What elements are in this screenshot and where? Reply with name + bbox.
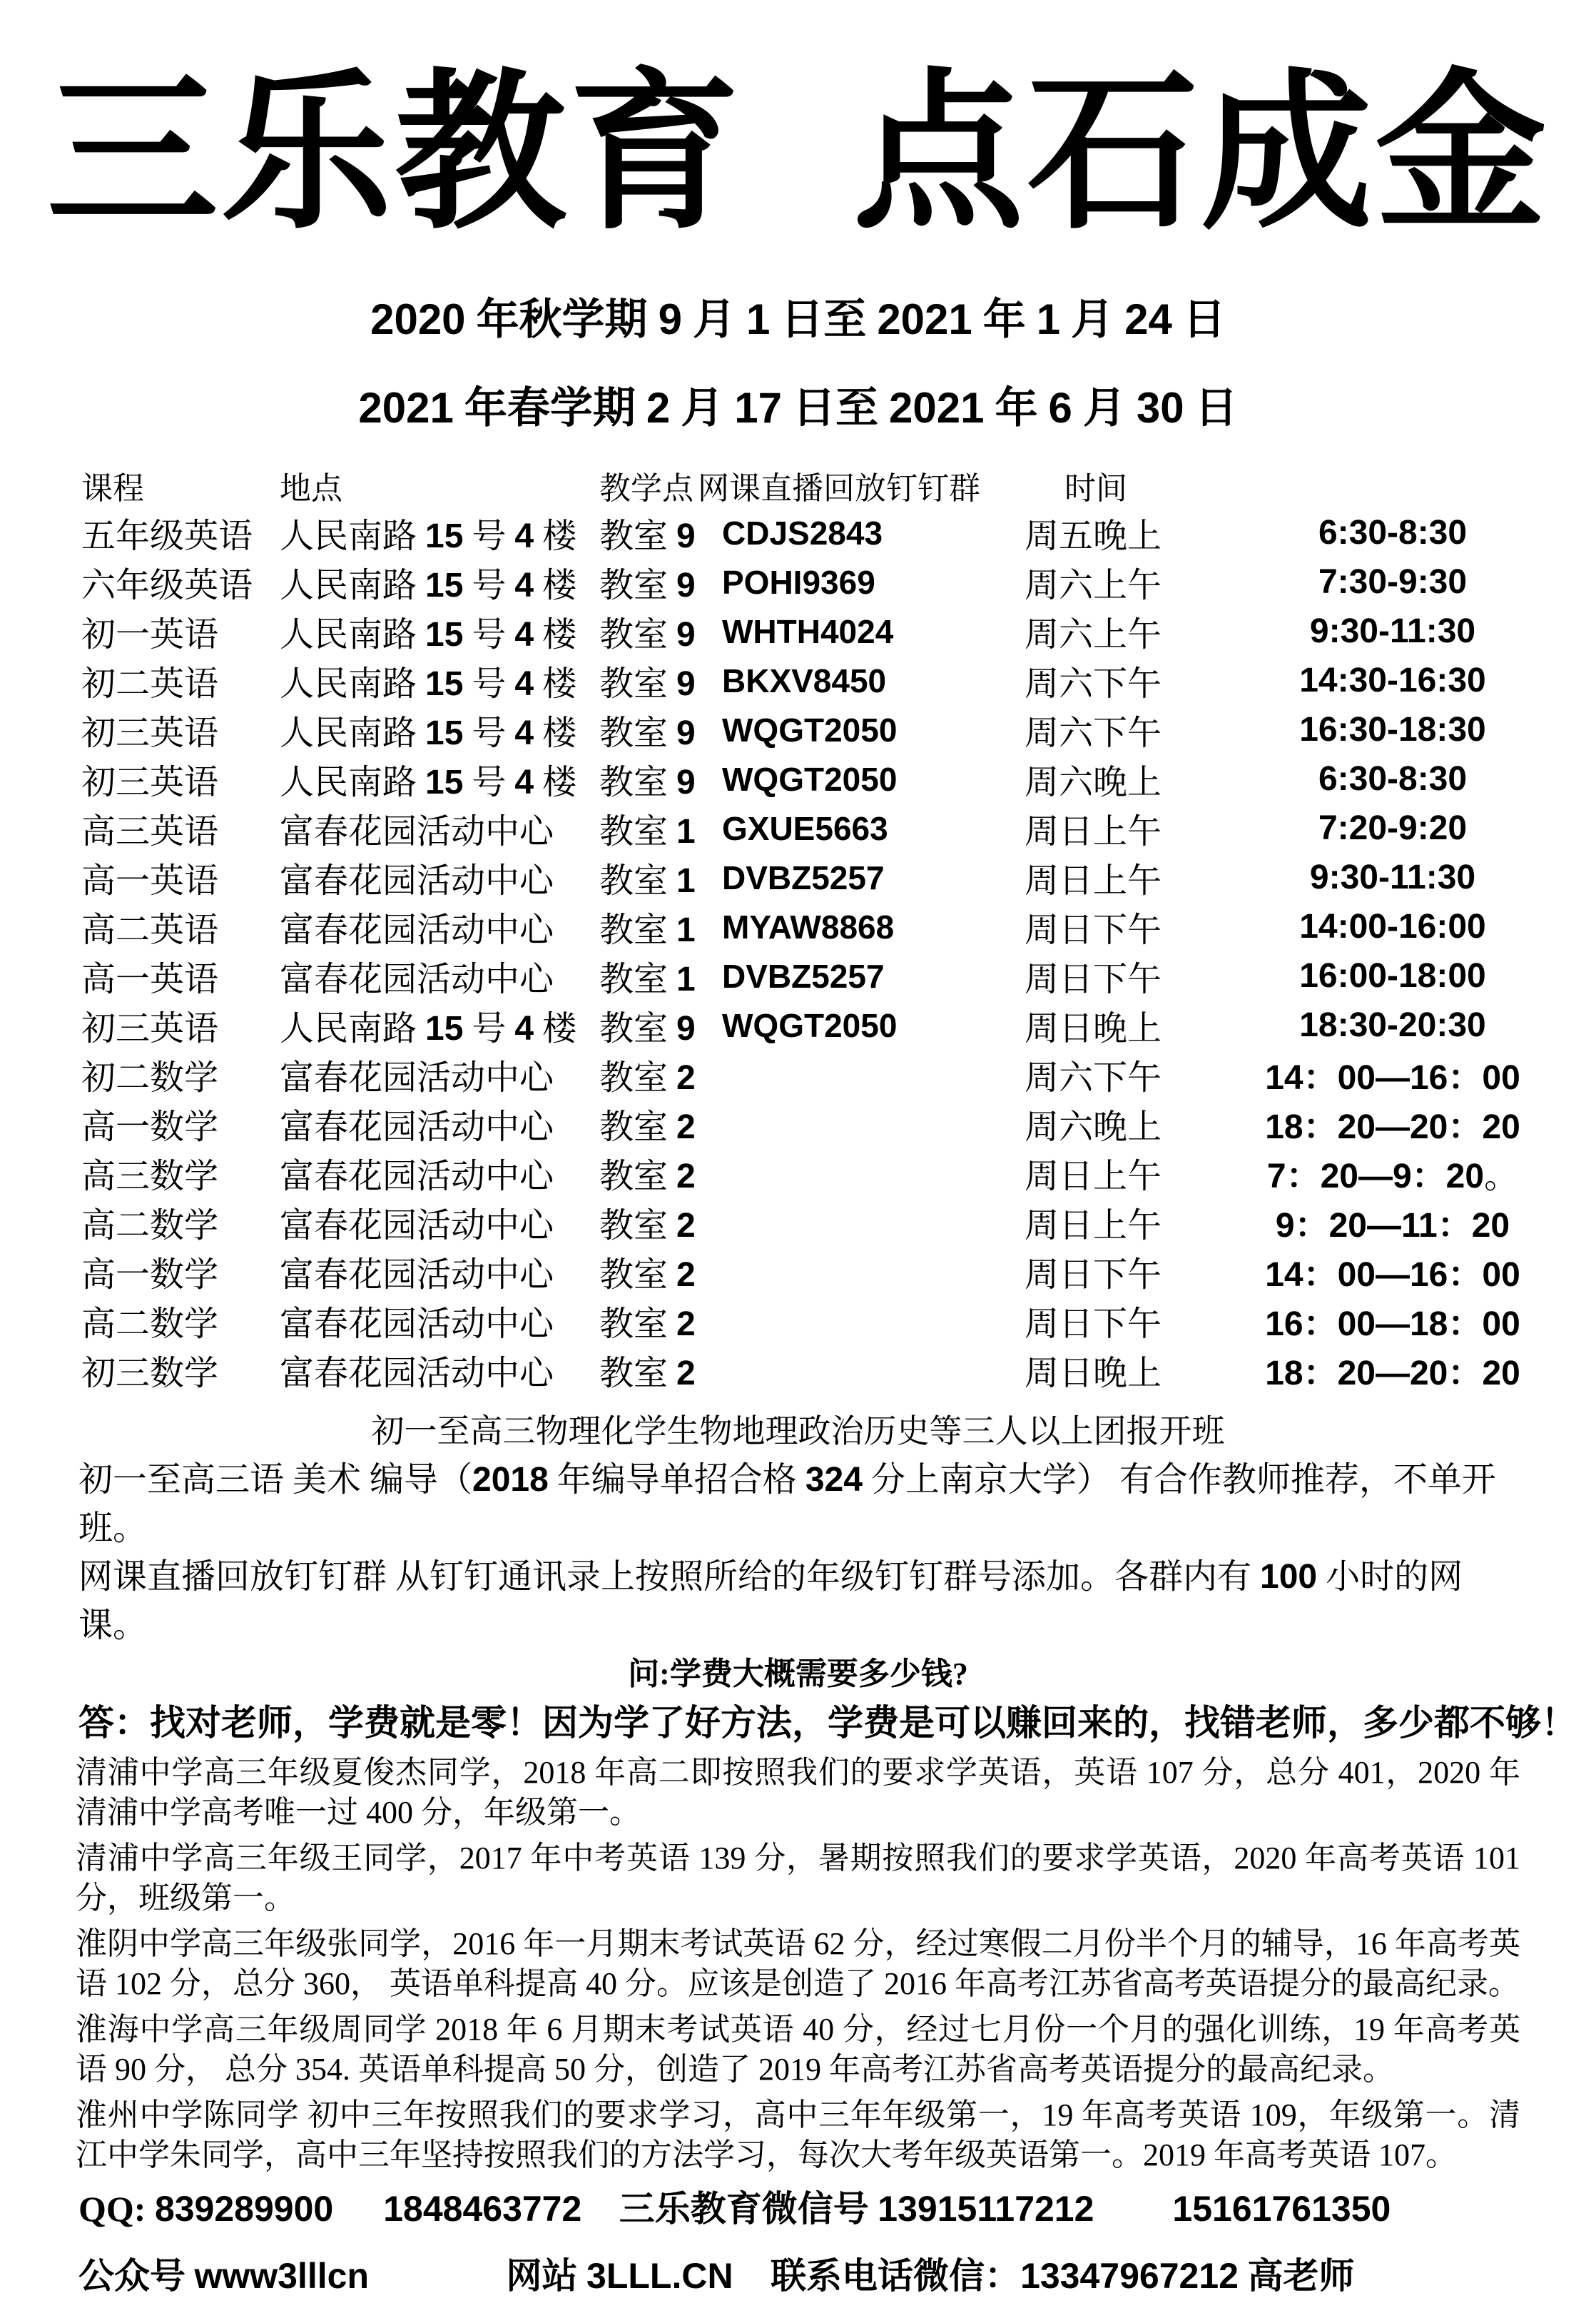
- cell-course: 高一英语: [81, 961, 219, 998]
- cell-day: 周日下午: [1025, 911, 1162, 949]
- qq-number-2: 1848463772: [383, 2189, 582, 2229]
- cell-location: 人民南路 15 号 4 楼: [280, 1010, 577, 1048]
- cell-time: 14:30-16:30: [1299, 662, 1486, 699]
- cell-location: 富春花园活动中心: [280, 1108, 554, 1146]
- cell-room: 教室 1: [599, 911, 696, 949]
- cell-time: 18:30-20:30: [1299, 1006, 1486, 1044]
- cell-room: 教室 1: [599, 961, 696, 998]
- cell-course: 初三数学: [81, 1355, 219, 1392]
- cell-code: DVBZ5257: [722, 859, 885, 896]
- schedule-row: [81, 1198, 1560, 1247]
- cell-code: WQGT2050: [722, 1006, 898, 1044]
- cell-location: 富春花园活动中心: [280, 961, 554, 998]
- cell-day: 周日晚上: [1025, 1355, 1162, 1392]
- testimonials-section: [76, 1753, 1520, 2175]
- schedule-rows: [0, 508, 1596, 1395]
- cell-day: 周六下午: [1025, 1059, 1162, 1097]
- cell-code: DVBZ5257: [722, 957, 885, 995]
- cell-day: 周日上午: [1025, 1158, 1162, 1195]
- cell-location: 富春花园活动中心: [280, 911, 554, 949]
- schedule-header-row: [81, 462, 1560, 508]
- cell-time: 14：00—16：00: [1265, 1256, 1520, 1294]
- cell-time: 18：20—20：20: [1265, 1355, 1520, 1392]
- cell-course: 高二数学: [81, 1207, 219, 1245]
- phone-wechat-value: 13347967212: [1020, 2256, 1239, 2296]
- contact-person: 高老师: [1247, 2256, 1355, 2296]
- cell-day: 周日下午: [1025, 1256, 1162, 1294]
- cell-course: 初一英语: [81, 616, 219, 654]
- schedule-row: [81, 656, 1560, 705]
- cell-room: 教室 2: [599, 1207, 696, 1245]
- cell-day: 周六上午: [1025, 616, 1162, 654]
- schedule-row: [81, 804, 1560, 853]
- fall-semester-dates: 2020 年秋学期 9 月 1 日至 2021 年 1 月 24 日: [370, 295, 1226, 343]
- cell-room: 教室 2: [599, 1256, 696, 1294]
- cell-time: 14：00—16：00: [1265, 1059, 1520, 1097]
- schedule-row: [81, 1050, 1560, 1099]
- phone-wechat-label: 联系电话微信：: [771, 2256, 1021, 2296]
- website-value: 3LLL.CN: [586, 2256, 733, 2296]
- cell-day: 周六晚上: [1025, 1108, 1162, 1146]
- official-account-value: www3lllcn: [194, 2256, 370, 2296]
- cell-time: 6:30-8:30: [1318, 514, 1468, 552]
- testimonial-chen-zhu: 淮州中学陈同学 初中三年按照我们的要求学习，高中三年年级第一，19 年高考英语 109，年级第一。清江中学朱同学，高中三年坚持按照我们的方法学习，每次大考年级英语第一。2019 年高考英语 107。: [76, 2097, 1520, 2172]
- cell-course: 六年级英语: [81, 567, 253, 604]
- testimonial-zhang: 淮阴中学高三年级张同学，2016 年一月期末考试英语 62 分，经过寒假二月份半个月的辅导，16 年高考英语 102 分，总分 360， 英语单科提高 40 分。应该是创造了 2016 年高考江苏省高考英语提分的最高纪录。: [76, 1926, 1520, 2001]
- cell-room: 教室 2: [599, 1355, 696, 1392]
- cell-location: 富春花园活动中心: [280, 1355, 554, 1392]
- cell-course: 初三英语: [81, 714, 219, 752]
- testimonial-zhou: 淮海中学高三年级周同学 2018 年 6 月期末考试英语 40 分，经过七月份一个月的强化训练，19 年高考英语 90 分， 总分 354. 英语单科提高 50 分，创造了 2019 年高考江苏省高考英语提分的最高纪录。: [76, 2012, 1520, 2087]
- cell-course: 高二数学: [81, 1305, 219, 1343]
- official-account-label: 公众号: [78, 2256, 185, 2296]
- cell-room: 教室 2: [599, 1158, 696, 1195]
- column-header-location: 地点: [280, 471, 342, 506]
- flyer-page: [0, 43, 1596, 2303]
- cell-location: 富春花园活动中心: [280, 1207, 554, 1245]
- cell-time: 16：00—18：00: [1265, 1305, 1520, 1343]
- cell-room: 教室 9: [599, 567, 696, 604]
- cell-location: 人民南路 15 号 4 楼: [280, 714, 577, 752]
- cell-course: 初二英语: [81, 665, 219, 703]
- schedule-row: [81, 902, 1560, 951]
- cell-course: 高一数学: [81, 1256, 219, 1294]
- cell-code: CDJS2843: [722, 514, 883, 552]
- class-schedule-table: [0, 462, 1596, 1395]
- cell-course: 初三英语: [81, 1010, 219, 1048]
- cell-room: 教室 9: [599, 517, 696, 555]
- schedule-row: [81, 705, 1560, 754]
- schedule-row: [81, 607, 1560, 656]
- cell-room: 教室 9: [599, 1010, 696, 1048]
- cell-room: 教室 2: [599, 1108, 696, 1146]
- account-website-line: [78, 2251, 1518, 2301]
- cell-day: 周日上午: [1025, 813, 1162, 851]
- tuition-answer: 答：找对老师，学费就是零！因为学了好方法，学费是可以赚回来的，找错老师，多少都不够！: [78, 1703, 1577, 1743]
- schedule-row: [81, 1099, 1560, 1148]
- cell-day: 周六上午: [1025, 567, 1162, 604]
- schedule-row: [81, 754, 1560, 804]
- wechat-label: 三乐教育微信号: [619, 2189, 869, 2229]
- cell-time: 18：20—20：20: [1265, 1108, 1520, 1146]
- cell-code: GXUE5663: [722, 809, 888, 847]
- cell-course: 五年级英语: [81, 517, 253, 555]
- schedule-row: [81, 557, 1560, 607]
- cell-location: 富春花园活动中心: [280, 1256, 554, 1294]
- cell-location: 人民南路 15 号 4 楼: [280, 616, 577, 654]
- schedule-row: [81, 1345, 1560, 1395]
- cell-code: BKXV8450: [722, 662, 887, 699]
- cell-location: 富春花园活动中心: [280, 1158, 554, 1195]
- column-header-site: 教学点: [599, 471, 693, 506]
- cell-room: 教室 9: [599, 764, 696, 801]
- wechat-number-1: 13915117212: [878, 2189, 1094, 2229]
- semester-dates: [0, 285, 1596, 442]
- cell-day: 周日下午: [1025, 1305, 1162, 1343]
- column-header-dingtalk-group: 网课直播回放钉钉群: [698, 471, 980, 506]
- schedule-row: [81, 1148, 1560, 1198]
- cell-time: 9:30-11:30: [1309, 859, 1476, 896]
- column-header-time: 时间: [1064, 471, 1127, 506]
- cell-day: 周日晚上: [1025, 1010, 1162, 1048]
- schedule-row: [81, 1247, 1560, 1296]
- dingtalk-info-note: 网课直播回放钉钉群 从钉钉通讯录上按照所给的年级钉钉群号添加。各群内有 100 小时的网课。: [78, 1558, 1463, 1644]
- cell-room: 教室 2: [599, 1059, 696, 1097]
- cell-time: 6:30-8:30: [1318, 760, 1468, 798]
- schedule-row: [81, 1296, 1560, 1345]
- cell-day: 周日上午: [1025, 862, 1162, 900]
- cell-location: 人民南路 15 号 4 楼: [280, 764, 577, 801]
- cell-room: 教室 1: [599, 862, 696, 900]
- cell-day: 周六下午: [1025, 665, 1162, 703]
- cell-course: 高三英语: [81, 813, 219, 851]
- cell-course: 高一英语: [81, 862, 219, 900]
- testimonial-wang: 清浦中学高三年级王同学，2017 年中考英语 139 分，暑期按照我们的要求学英语，2020 年高考英语 101 分，班级第一。: [76, 1841, 1520, 1915]
- cell-time: 7:30-9:30: [1318, 563, 1468, 601]
- spring-semester-dates: 2021 年春学期 2 月 17 日至 2021 年 6 月 30 日: [358, 384, 1238, 432]
- cell-location: 人民南路 15 号 4 楼: [280, 665, 577, 703]
- cell-day: 周六晚上: [1025, 764, 1162, 801]
- wechat-number-2: 15161761350: [1172, 2189, 1391, 2229]
- cell-room: 教室 2: [599, 1305, 696, 1343]
- cell-code: POHI9369: [722, 563, 875, 601]
- cell-time: 16:00-18:00: [1299, 957, 1486, 995]
- cell-location: 富春花园活动中心: [280, 1059, 554, 1097]
- cell-code: WQGT2050: [722, 711, 898, 749]
- column-header-course: 课程: [81, 471, 144, 506]
- qq-number-1: 839289900: [154, 2189, 334, 2229]
- cell-room: 教室 9: [599, 616, 696, 654]
- cell-time: 7:20-9:20: [1318, 809, 1468, 847]
- cell-code: MYAW8868: [722, 908, 895, 946]
- schedule-row: [81, 853, 1560, 902]
- cell-time: 9:30-11:30: [1309, 612, 1476, 650]
- cell-course: 高三数学: [81, 1158, 219, 1195]
- page-title: 三乐教育 点石成金: [46, 59, 1550, 249]
- cell-time: 9：20—11：20: [1275, 1207, 1510, 1245]
- cell-location: 富春花园活动中心: [280, 813, 554, 851]
- schedule-row: [81, 1001, 1560, 1050]
- tuition-question: 问:学费大概需要多少钱?: [628, 1656, 968, 1691]
- qq-label: QQ:: [78, 2189, 146, 2229]
- cell-room: 教室 1: [599, 813, 696, 851]
- cell-code: WQGT2050: [722, 760, 898, 798]
- group-enroll-note: 初一至高三物理化学生物地理政治历史等三人以上团报开班: [371, 1413, 1225, 1449]
- cell-location: 富春花园活动中心: [280, 1305, 554, 1343]
- qq-wechat-line: [78, 2184, 1518, 2234]
- cell-day: 周日上午: [1025, 1207, 1162, 1245]
- cell-location: 人民南路 15 号 4 楼: [280, 517, 577, 555]
- cell-time: 7：20—9：20。: [1266, 1158, 1519, 1195]
- art-program-note: 初一至高三语 美术 编导（2018 年编导单招合格 324 分上南京大学） 有合作教师推荐，不单开班。: [78, 1461, 1496, 1547]
- schedule-row: [81, 951, 1560, 1001]
- cell-course: 高二英语: [81, 911, 219, 949]
- cell-time: 16:30-18:30: [1299, 711, 1486, 749]
- cell-course: 初二数学: [81, 1059, 219, 1097]
- cell-course: 高一数学: [81, 1108, 219, 1146]
- cell-location: 富春花园活动中心: [280, 862, 554, 900]
- cell-day: 周六下午: [1025, 714, 1162, 752]
- website-label: 网站: [506, 2256, 578, 2296]
- cell-location: 人民南路 15 号 4 楼: [280, 567, 577, 604]
- testimonial-xiajunjie: 清浦中学高三年级夏俊杰同学，2018 年高二即按照我们的要求学英语，英语 107 分，总分 401，2020 年清浦中学高考唯一过 400 分，年级第一。: [76, 1755, 1520, 1830]
- contact-section: [78, 2184, 1518, 2301]
- cell-room: 教室 9: [599, 665, 696, 703]
- cell-day: 周日下午: [1025, 961, 1162, 998]
- cell-time: 14:00-16:00: [1299, 908, 1486, 946]
- schedule-row: [81, 508, 1560, 557]
- cell-course: 初三英语: [81, 764, 219, 801]
- cell-room: 教室 9: [599, 714, 696, 752]
- cell-code: WHTH4024: [722, 612, 894, 650]
- notes-section: [0, 1407, 1596, 1747]
- cell-day: 周五晚上: [1025, 517, 1162, 555]
